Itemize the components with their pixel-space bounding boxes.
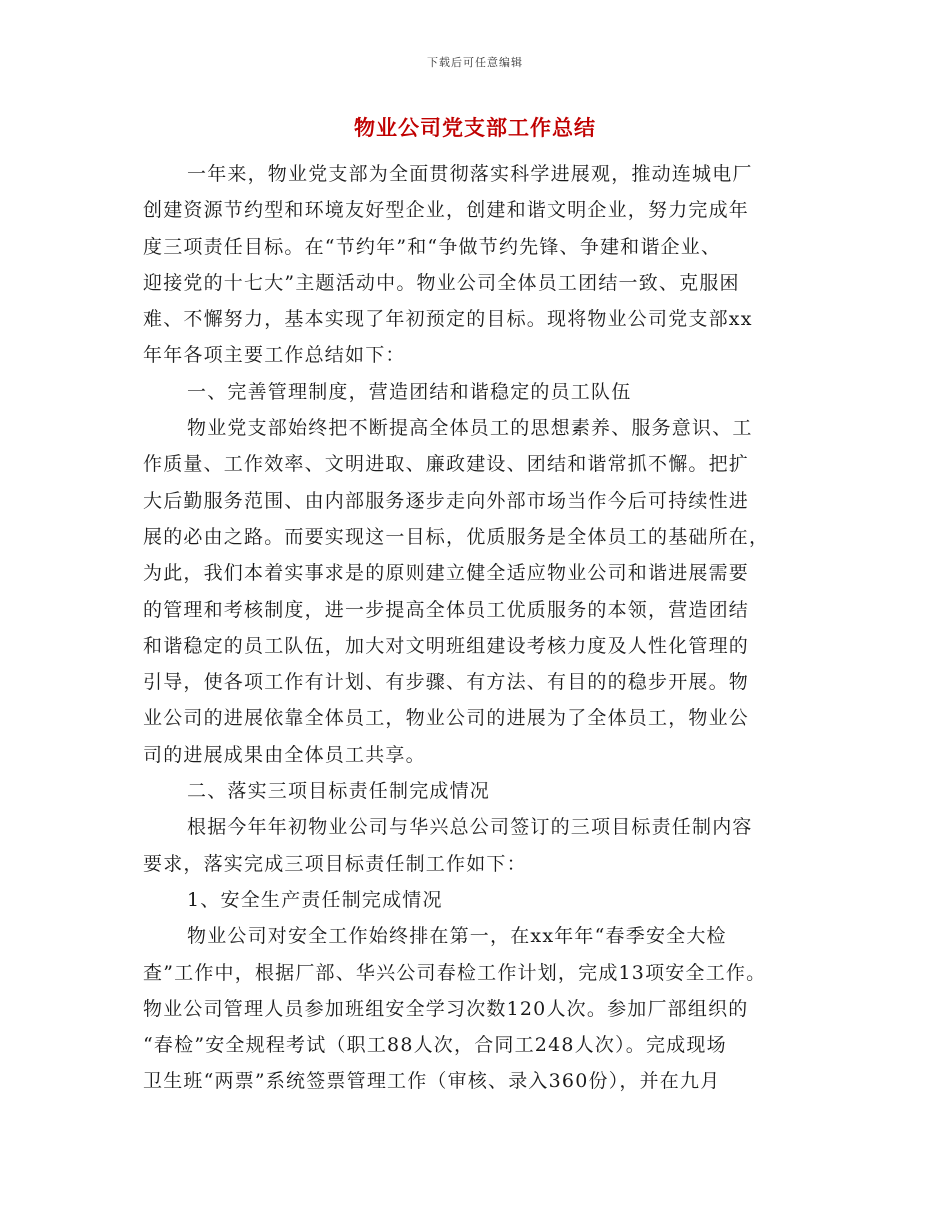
body-line: 度三项责任目标。在“节约年”和“争做节约先锋、争建和谐企业、 bbox=[143, 235, 722, 258]
body-line: 和谐稳定的员工队伍，加大对文明班组建设考核力度及人性化管理的 bbox=[143, 634, 750, 657]
body-line: 根据今年年初物业公司与华兴总公司签订的三项目标责任制内容 bbox=[187, 816, 753, 839]
body-line: 物业党支部始终把不断提高全体员工的思想素养、服务意识、工 bbox=[187, 417, 753, 440]
body-line: 迎接党的十七大”主题活动中。物业公司全体员工团结一致、克服困 bbox=[143, 271, 740, 294]
body-line: 一年来，物业党支部为全面贯彻落实科学进展观，推动连城电厂 bbox=[187, 163, 753, 185]
body-line: 年年各项主要工作总结如下： bbox=[143, 344, 406, 367]
body-line: 二、落实三项目标责任制完成情况 bbox=[187, 780, 491, 803]
body-line: 物业公司管理人员参加班组安全学习次数120人次。参加厂部组织的 bbox=[143, 997, 749, 1020]
page-header-note: 下载后可任意编辑 bbox=[427, 56, 523, 69]
body-line: 展的必由之路。而要实现这一目标，优质服务是全体员工的基础所在， bbox=[143, 525, 770, 548]
body-line: 引导，使各项工作有计划、有步骤、有方法、有目的的稳步开展。物 bbox=[143, 671, 750, 694]
document-body bbox=[143, 156, 803, 1100]
body-line: 要求，落实完成三项目标责任制工作如下： bbox=[143, 852, 527, 875]
body-line: 创建资源节约型和环境友好型企业，创建和谐文明企业，努力完成年 bbox=[143, 199, 750, 222]
body-line: 物业公司对安全工作始终排在第一，在xx年年“春季安全大检 bbox=[187, 925, 727, 948]
body-line: 作质量、工作效率、文明进取、廉政建设、团结和谐常抓不懈。把扩 bbox=[143, 453, 750, 476]
body-line: 司的进展成果由全体员工共享。 bbox=[143, 743, 426, 766]
body-line: “春检”安全规程考试（职工88人次，合同工248人次）。完成现场 bbox=[143, 1034, 727, 1057]
body-line: 的管理和考核制度，进一步提高全体员工优质服务的本领，营造团结 bbox=[143, 598, 750, 621]
body-line: 大后勤服务范围、由内部服务逐步走向外部市场当作今后可持续性进 bbox=[143, 489, 750, 512]
body-line: 1、安全生产责任制完成情况 bbox=[187, 888, 443, 911]
body-line: 卫生班“两票”系统签票管理工作（审核、录入360份），并在九月 bbox=[143, 1070, 721, 1093]
body-line: 为此，我们本着实事求是的原则建立健全适应物业公司和谐进展需要 bbox=[143, 562, 750, 585]
body-line: 一、完善管理制度，营造团结和谐稳定的员工队伍 bbox=[187, 380, 632, 403]
body-line: 业公司的进展依靠全体员工，物业公司的进展为了全体员工，物业公 bbox=[143, 707, 750, 730]
body-line: 查”工作中，根据厂部、华兴公司春检工作计划，完成13项安全工作。 bbox=[143, 961, 767, 984]
body-line: 难、不懈努力，基本实现了年初预定的目标。现将物业公司党支部xx bbox=[143, 308, 753, 331]
document-title: 物业公司党支部工作总结 bbox=[354, 115, 596, 140]
